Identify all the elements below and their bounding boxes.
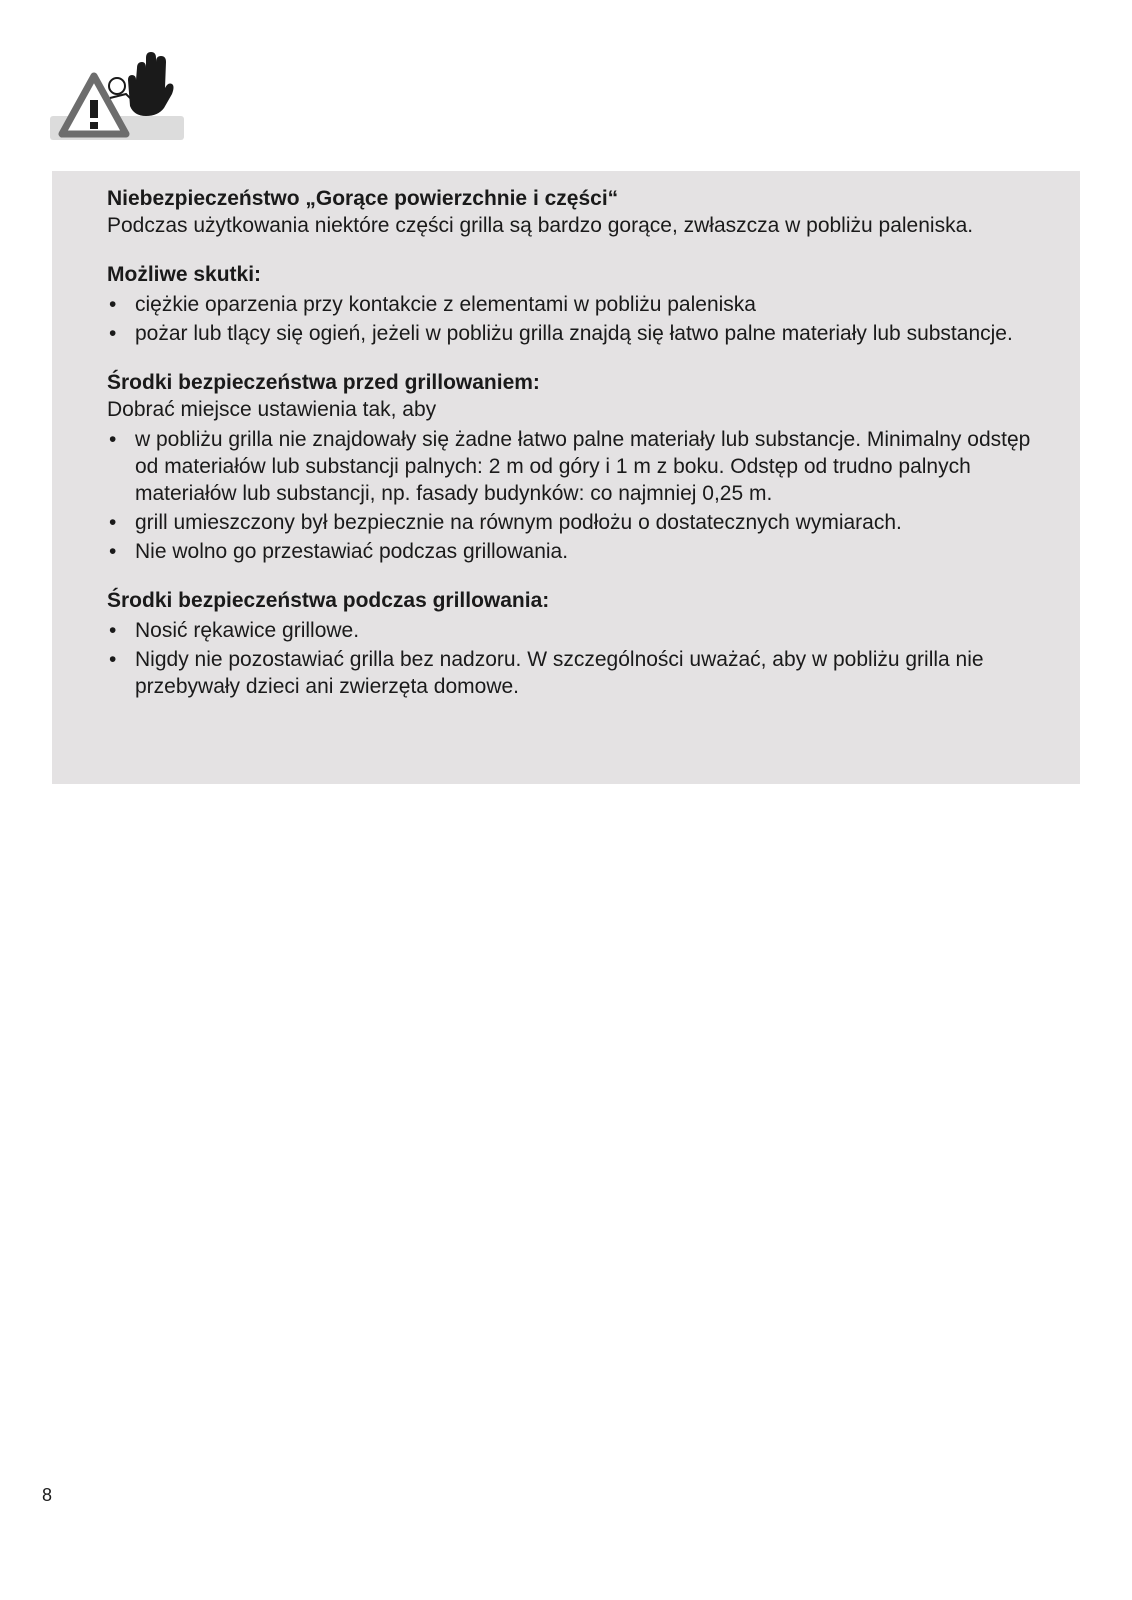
- section-text: Podczas użytkowania niektóre części grilla są bardzo gorące, zwłaszcza w pobliżu paleniska.: [107, 214, 974, 237]
- list-item: • Nosić rękawice grillowe.: [107, 617, 1050, 644]
- section-text: Dobrać miejsce ustawienia tak, aby: [107, 398, 437, 421]
- list-item: • grill umieszczony był bezpiecznie na równym podłożu o dostatecznych wymiarach.: [107, 509, 1050, 536]
- section-heading: Niebezpieczeństwo „Gorące powierzchnie i części“: [107, 187, 619, 210]
- section-heading: Możliwe skutki:: [107, 263, 262, 286]
- list-item: • w pobliżu grilla nie znajdowały się żadne łatwo palne materiały lub substancje. Minimalny odstęp od materiałów lub substancji palnych: 2 m od góry i 1 m z boku. Odstęp od trudno palnych materiałów lub substancji, np. fasady budynków: co najmniej 0,25 m.: [107, 426, 1050, 507]
- list-item: • Nigdy nie pozostawiać grilla bez nadzoru. W szczególności uważać, aby w pobliżu grilla nie przebywały dzieci ani zwierzęta domowe.: [107, 646, 1050, 700]
- bullet-list: [107, 291, 1050, 347]
- list-item: • ciężkie oparzenia przy kontakcie z elementami w pobliżu paleniska: [107, 291, 1050, 318]
- list-item: • pożar lub tlący się ogień, jeżeli w pobliżu grilla znajdą się łatwo palne materiały lub substancje.: [107, 320, 1050, 347]
- bullet-list: [107, 617, 1050, 700]
- section-possible-effects: [107, 261, 1050, 347]
- list-item: • Nie wolno go przestawiać podczas grillowania.: [107, 538, 1050, 565]
- section-before-grilling: [107, 369, 1050, 565]
- section-heading: Środki bezpieczeństwa przed grillowaniem:: [107, 371, 540, 394]
- section-during-grilling: [107, 587, 1050, 700]
- section-heading: Środki bezpieczeństwa podczas grillowania:: [107, 589, 550, 612]
- warning-stop-hand-icon: [50, 50, 190, 142]
- section-hot-surfaces: [107, 185, 1050, 239]
- warning-box: [52, 171, 1080, 784]
- bullet-list: [107, 426, 1050, 565]
- page-number: 8: [42, 1485, 53, 1505]
